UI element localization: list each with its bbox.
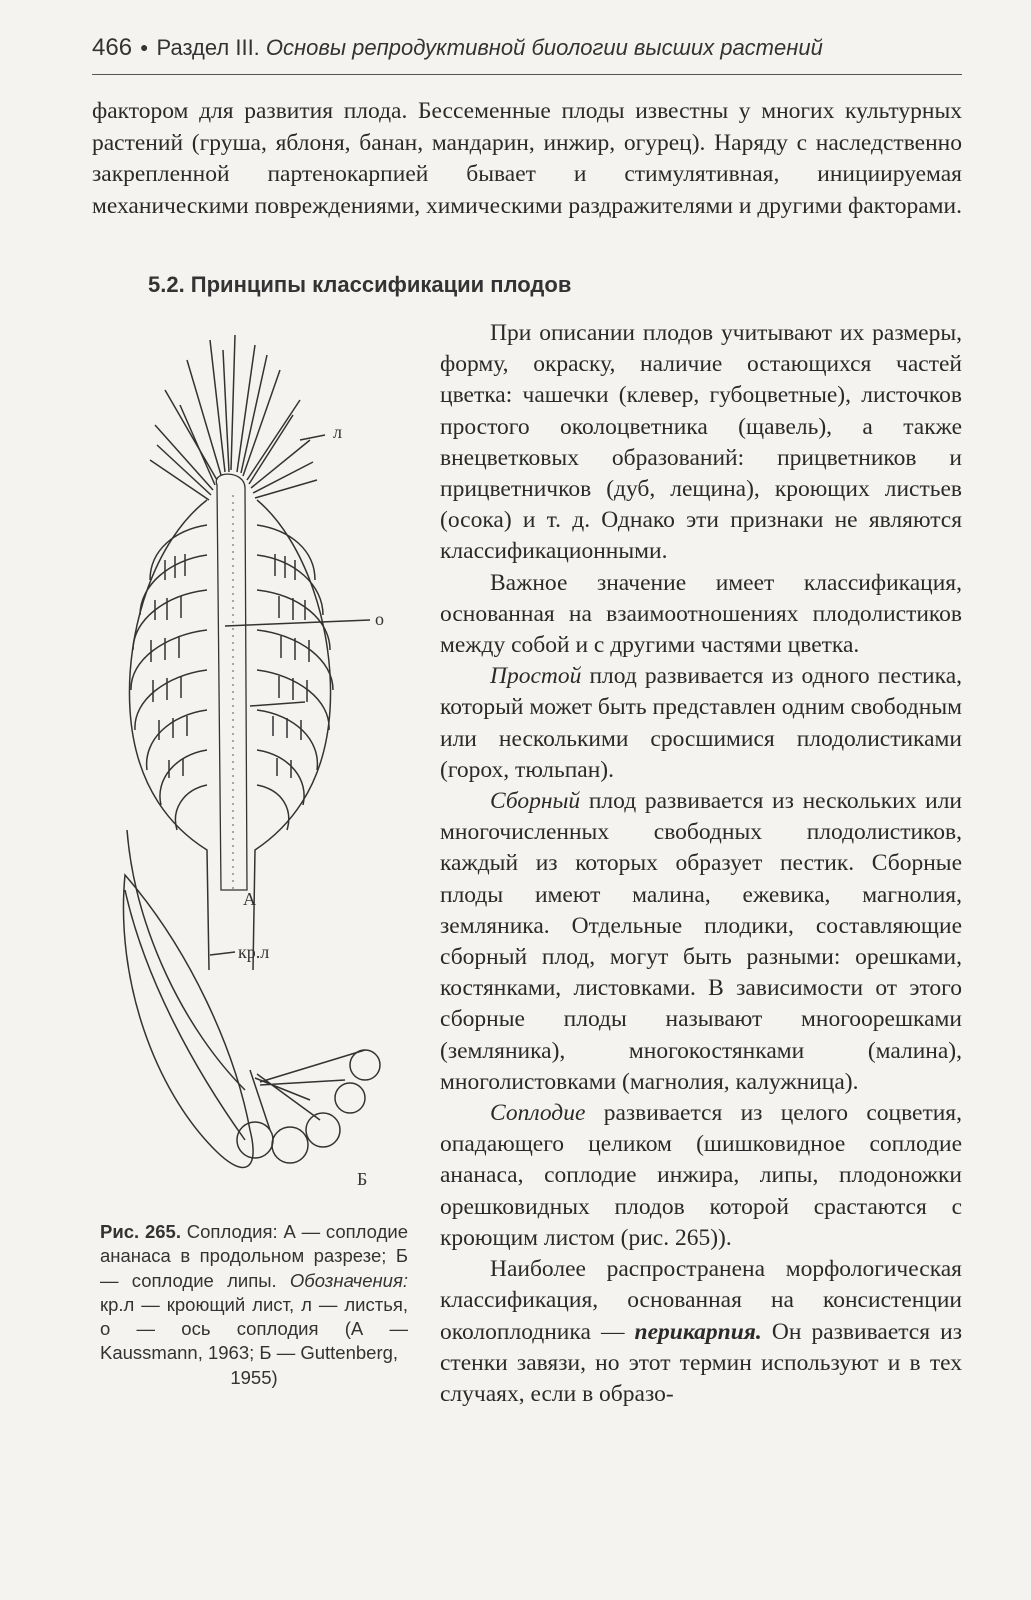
caption-text-1: Соплодия: А — соплодие ананаса в продольном разрезе; Б — соплодие липы. — [100, 1221, 408, 1291]
label-a: А — [243, 889, 256, 909]
intro-paragraph — [92, 96, 962, 222]
intro-text: фактором для развития плода. Бессеменные плоды известны у многих культурных растений (груша, яблоня, банан, мандарин, инжир, огурец). Наряду с наследственно закрепленной партенокарпией бывает и стимулятивная, инициируемая механическими повреждениями, химическими раздражителями и другими факторами. — [92, 98, 962, 219]
running-header — [92, 34, 962, 75]
paragraph-6-rest: Он развивается из стенки завязи, но этот термин используют и в тех случаях, если в образо- — [440, 1318, 962, 1407]
label-krl: кр.л — [238, 942, 270, 962]
figure-caption — [100, 1220, 408, 1390]
paragraph-2: Важное значение имеет классификация, основанная на взаимоотношениях плодолистиков между собой и с другими частями цветка. — [440, 569, 962, 659]
book-part-title: Основы репродуктивной биологии высших растений — [265, 35, 823, 60]
label-o: о — [375, 609, 384, 629]
caption-text-2: кр.л — кроющий лист, л — листья, о — ось соплодия (А — Kaussmann, 1963; Б — Guttenberg, — [100, 1293, 408, 1364]
paragraph-3 — [440, 661, 962, 786]
paragraph-4-text: плод развивается из нескольких или многочисленных свободных плодолистиков, каждый из которых образует пестик. Сборные плоды имеют малина, ежевика, магнолия, земляника. Отдельные плодики, составляющие сборный плод, могут быть разными: орешками, костянками, листовками. В зависимости от этого сборные плоды называют многоорешками (земляника), многокостянками (малина), многолистовками (магнолия, калужница). — [440, 788, 962, 1095]
term-infructescence: Соплодие — [490, 1100, 586, 1127]
term-aggregate: Сборный — [490, 788, 581, 815]
paragraph-1: При описании плодов учитывают их размеры, форму, окраску, наличие остающихся частей цветка: чашечки (клевер, губоцветные), листочков простого околоцветника (щавель), а также внецветковых образований: прицветников и прицветничков (дуб, лещина), кроющих листьев (осока) и т. д. Однако эти признаки не являются классификационными. — [440, 320, 962, 565]
label-b: Б — [357, 1169, 368, 1189]
paragraph-3-text: плод развивается из одного пестика, который может быть представлен одним свободным или несколькими сросшимися плодолистиками (горох, тюльпан). — [440, 663, 962, 783]
term-pericarp: перикарпия. — [634, 1318, 762, 1345]
paragraph-5 — [440, 1098, 962, 1254]
figure-265 — [95, 330, 415, 1210]
section-heading: 5.2. Принципы классификации плодов — [148, 272, 572, 297]
caption-designations: Обозначения: — [289, 1269, 408, 1291]
label-l: л — [333, 422, 342, 442]
paragraph-4 — [440, 786, 962, 1098]
bullet-icon: ● — [140, 39, 149, 55]
paragraph-5-text: развивается из целого соцветия, опадающего целиком (шишковидное соплодие ананаса, соплодие инжира, липы, плодоножки орешковидных плодов которой срастаются с кроющим листом (рис. 265)). — [440, 1100, 962, 1251]
page-number: 466 — [92, 34, 133, 61]
linden-drawing — [123, 830, 380, 1167]
term-simple: Простой — [490, 663, 582, 690]
paragraph-6-text: Наиболее распространена морфологическая классификация, основанная на консистенции околоплодника — — [440, 1256, 962, 1345]
caption-label: Рис. 265. — [100, 1221, 181, 1242]
paragraph-6 — [440, 1254, 962, 1410]
section-label: Раздел III. — [156, 35, 260, 60]
caption-year: 1955) — [230, 1366, 278, 1388]
main-column — [440, 318, 962, 1410]
